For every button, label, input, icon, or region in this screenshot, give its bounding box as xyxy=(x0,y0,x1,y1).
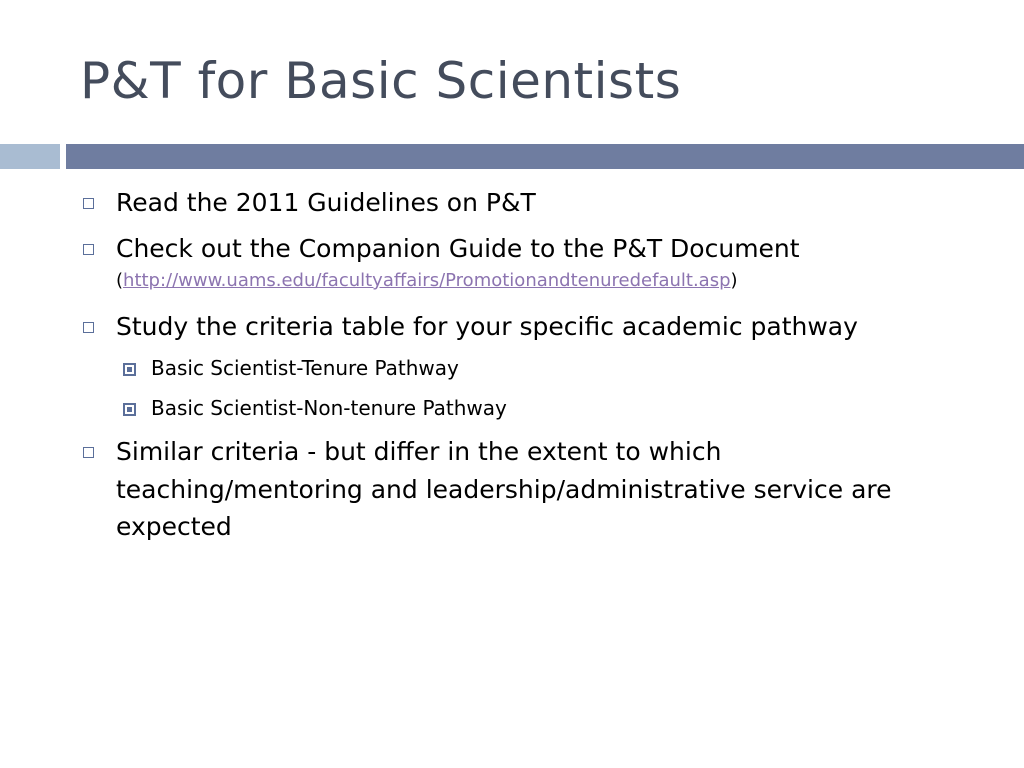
subitem-non-tenure-pathway: Basic Scientist-Non-tenure Pathway xyxy=(151,396,507,420)
hollow-square-icon xyxy=(83,447,94,458)
hollow-square-icon xyxy=(83,198,94,209)
paren-open: ( xyxy=(116,270,124,291)
hollow-square-icon xyxy=(83,244,94,255)
bullet-2-link-line xyxy=(116,270,738,291)
bullet-3-text: Study the criteria table for your specific academic pathway xyxy=(116,312,858,341)
paren-close: ) xyxy=(730,270,738,291)
bullet-4-line-3: expected xyxy=(116,512,232,541)
subitem-tenure-pathway: Basic Scientist-Tenure Pathway xyxy=(151,356,459,380)
slide-title: P&T for Basic Scientists xyxy=(80,52,682,110)
bullet-1-text: Read the 2011 Guidelines on P&T xyxy=(116,188,536,217)
companion-guide-link[interactable]: http://www.uams.edu/facultyaffairs/Promotionandtenuredefault.asp xyxy=(123,270,731,291)
filled-square-icon xyxy=(123,363,136,376)
filled-square-icon xyxy=(123,403,136,416)
hollow-square-icon xyxy=(83,322,94,333)
bullet-4-line-1: Similar criteria - but differ in the extent to which xyxy=(116,437,722,466)
bullet-4-line-2: teaching/mentoring and leadership/administrative service are xyxy=(116,475,892,504)
bullet-2-text: Check out the Companion Guide to the P&T Document xyxy=(116,234,800,263)
